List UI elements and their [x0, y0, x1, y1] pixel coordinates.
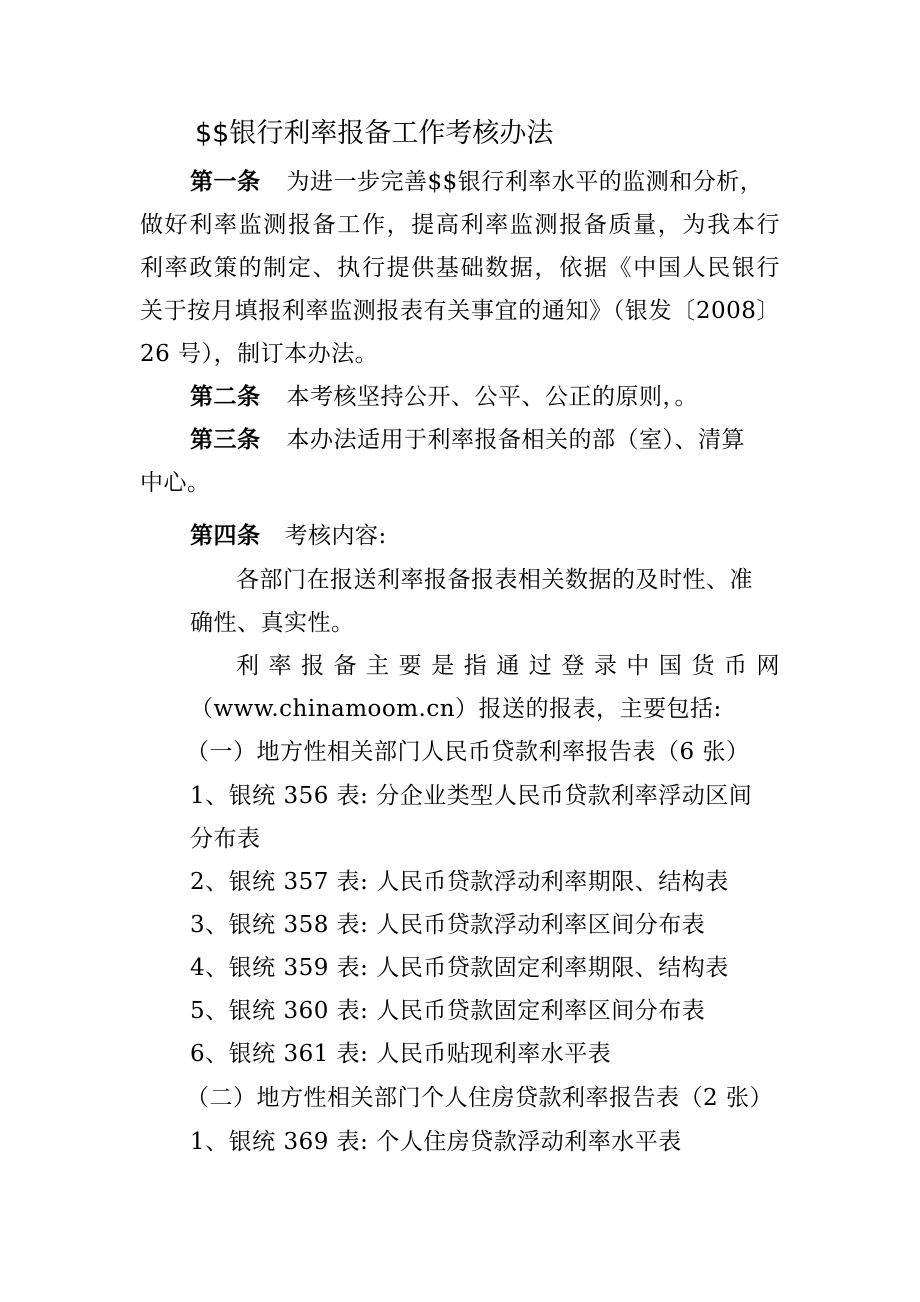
- section-1-item-1: 1、银统 356 表: 分企业类型人民币贷款利率浮动区间: [190, 783, 753, 809]
- article-1-text: 为进一步完善$$银行利率水平的监测和分析，: [286, 169, 764, 195]
- article-1-line-5: 26 号），制订本办法。: [140, 341, 379, 367]
- section-2-item-1: 1、银统 369 表: 个人住房贷款浮动利率水平表: [190, 1129, 682, 1155]
- section-1-item-2: 2、银统 357 表: 人民币贷款浮动利率期限、结构表: [190, 869, 729, 895]
- section-1-heading: （一）地方性相关部门人民币贷款利率报告表（6 张）: [186, 739, 750, 765]
- section-1-item-5: 5、银统 360 表: 人民币贷款固定利率区间分布表: [190, 998, 706, 1024]
- article-4-para-4: （www.chinamoom.cn）报送的报表，主要包括:: [190, 696, 722, 722]
- article-2-text: 本考核坚持公开、公平、公正的原则，。: [286, 384, 698, 410]
- article-1-label: 第一条: [190, 169, 261, 195]
- section-2-heading: （二）地方性相关部门个人住房贷款利率报告表（2 张）: [186, 1085, 773, 1111]
- article-4-heading: [190, 516, 830, 556]
- section-1-item-4: 4、银统 359 表: 人民币贷款固定利率期限、结构表: [190, 955, 729, 981]
- article-1-line-1: [190, 162, 830, 202]
- article-3-line-2: 中心。: [140, 470, 211, 496]
- article-4-para-1: 各部门在报送利率报备报表相关数据的及时性、准: [236, 567, 753, 593]
- article-3-line-1: [190, 420, 830, 460]
- article-2: [190, 377, 830, 417]
- article-1-line-4: 关于按月填报利率监测报表有关事宜的通知》（银发〔2008〕: [140, 298, 780, 324]
- section-1-item-6: 6、银统 361 表: 人民币贴现利率水平表: [190, 1041, 612, 1067]
- article-2-label: 第二条: [190, 384, 261, 410]
- article-4-label: 第四条: [190, 523, 261, 549]
- section-1-item-1-cont: 分布表: [190, 826, 261, 852]
- article-3-label: 第三条: [190, 427, 261, 453]
- section-1-item-3: 3、银统 358 表: 人民币贷款浮动利率区间分布表: [190, 912, 706, 938]
- article-4-para-3: 利率报备主要是指通过登录中国货币网: [236, 653, 780, 679]
- article-4-para-2: 确性、真实性。: [190, 610, 355, 636]
- article-4-text: 考核内容:: [284, 523, 387, 549]
- document-title: $$银行利率报备工作考核办法: [195, 118, 554, 149]
- article-1-line-2: 做好利率监测报备工作，提高利率监测报备质量，为我本行: [140, 212, 780, 238]
- article-3-text: 本办法适用于利率报备相关的部（室）、清算: [286, 427, 745, 453]
- article-1-line-3: 利率政策的制定、执行提供基础数据，依据《中国人民银行: [140, 255, 780, 281]
